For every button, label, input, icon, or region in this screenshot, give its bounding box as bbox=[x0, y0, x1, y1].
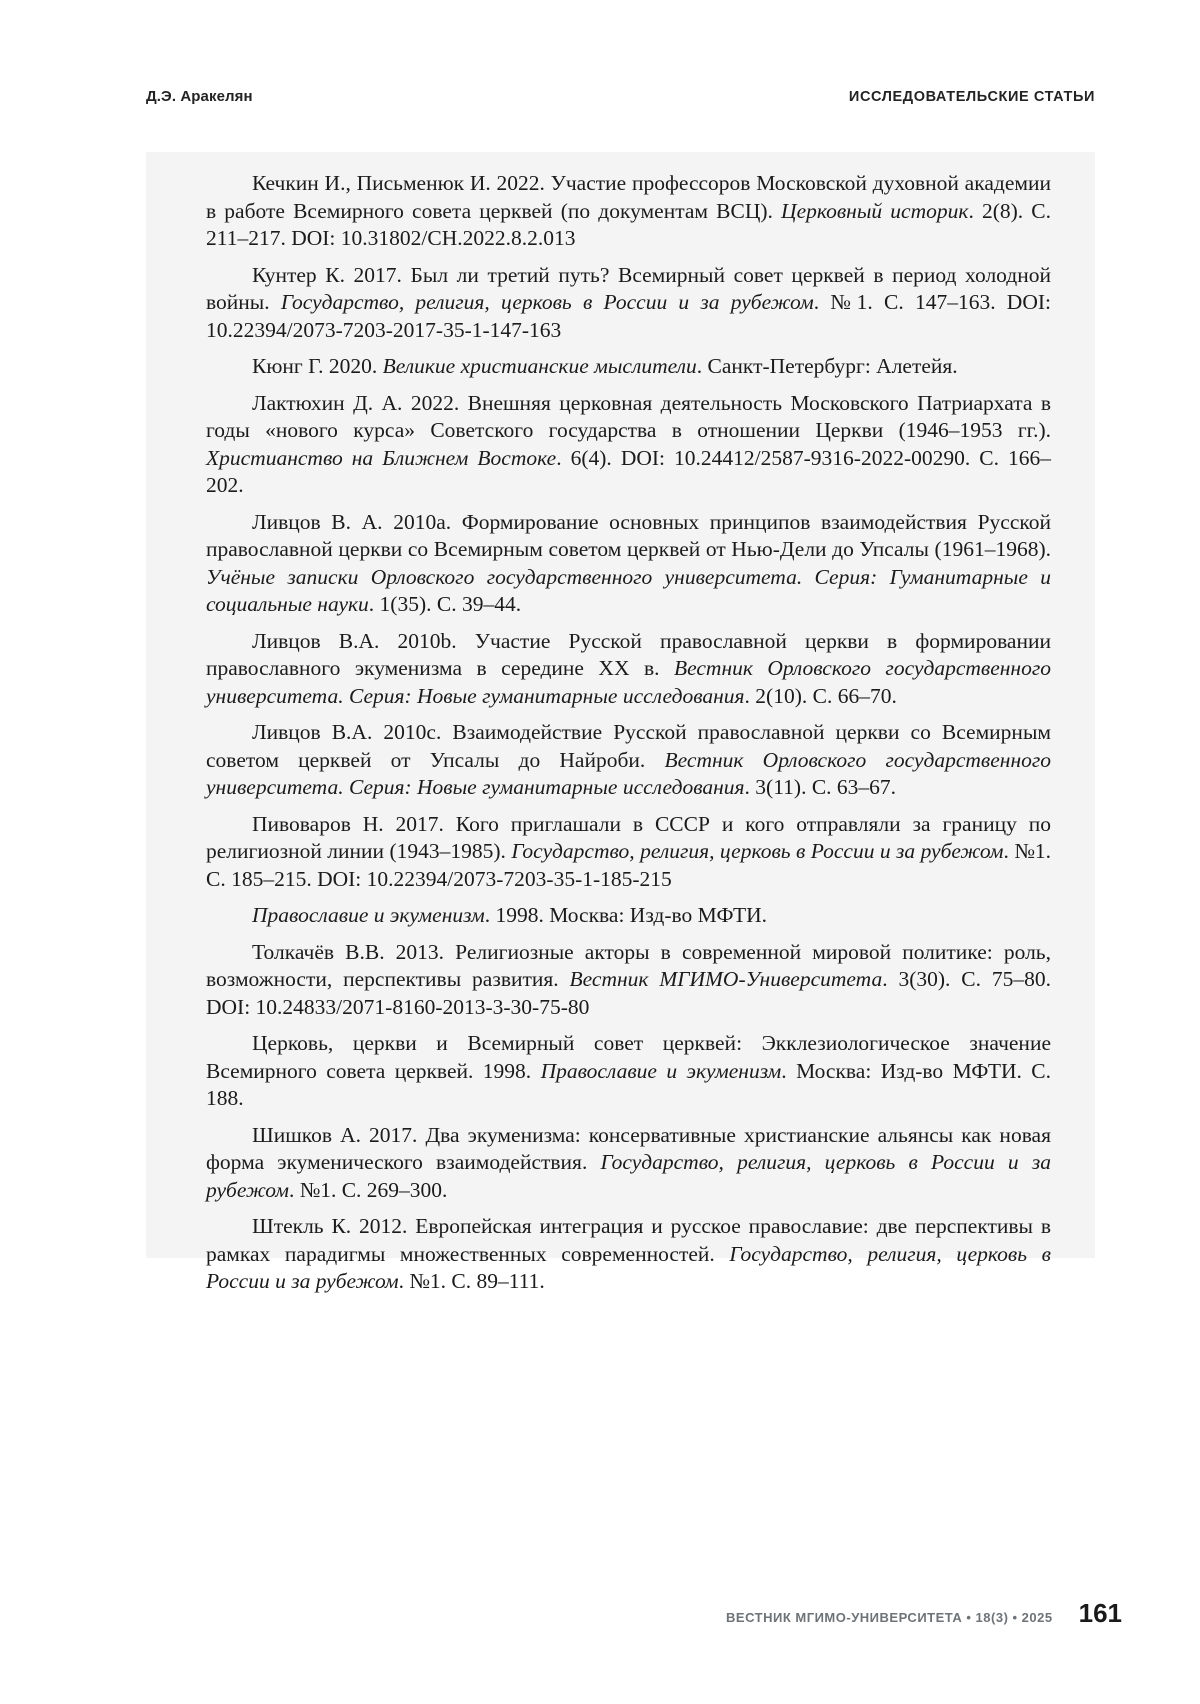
reference-source-title: Государство, религия, церковь в России и за рубежом bbox=[206, 1241, 1051, 1293]
reference-text: . 1998. Москва: Изд-во МФТИ. bbox=[484, 903, 767, 927]
reference-text: . №1. С. 89–111. bbox=[398, 1269, 545, 1293]
reference-source-title: Государство, религия, церковь в России и за рубежом bbox=[206, 1150, 1051, 1202]
reference-text: . Санкт-Петербург: Алетейя. bbox=[696, 354, 958, 378]
running-header bbox=[146, 88, 1095, 105]
reference-entry bbox=[206, 1030, 1051, 1113]
reference-source-title: Вестник МГИМО-Университета bbox=[569, 967, 883, 991]
reference-text: Толкачёв В.В. 2013. Религиозные акторы в современной мировой политике: роль, возможности, перспективы развития. bbox=[206, 939, 1051, 991]
reference-source-title: Церковный историк bbox=[781, 198, 969, 223]
reference-text: Кунтер К. 2017. Был ли третий путь? Всемирный совет церквей в период холодной войны. bbox=[206, 262, 1051, 314]
reference-text: . Москва: Изд-во МФТИ. С. 188. bbox=[206, 1058, 1052, 1110]
journal-issue-line: ВЕСТНИК МГИМО-УНИВЕРСИТЕТА • 18(3) • 2025 bbox=[726, 1610, 1053, 1625]
reference-entry bbox=[206, 262, 1051, 345]
reference-entry bbox=[206, 170, 1051, 253]
reference-entry bbox=[206, 811, 1051, 894]
reference-entry bbox=[206, 353, 1051, 381]
reference-source-title: Государство, религия, церковь в России и за рубежом bbox=[280, 290, 814, 314]
reference-source-title: Христианство на Ближнем Востоке bbox=[206, 445, 557, 470]
reference-text: Церковь, церкви и Всемирный совет церквей: Экклезиологическое значение Всемирного совета церквей. 1998. bbox=[206, 1031, 1051, 1083]
reference-entry bbox=[206, 939, 1051, 1022]
reference-text: Ливцов В. А. 2010a. Формирование основных принципов взаимодействия Русской православной церкви со Всемирным советом церквей от Нью-Дели до Упсалы (1961–1968). bbox=[206, 509, 1051, 561]
reference-entry bbox=[206, 902, 1051, 930]
reference-text: Шишков А. 2017. Два экуменизма: консервативные христианские альянсы как новая форма экуменического взаимодействия. bbox=[206, 1122, 1051, 1174]
reference-text: . №1. С. 147–163. DOI: 10.22394/2073-7203-2017-35-1-147-163 bbox=[206, 290, 1051, 342]
reference-text: Ливцов В.А. 2010c. Взаимодействие Русской православной церкви со Всемирным советом церквей от Упсалы до Найроби. bbox=[206, 720, 1051, 772]
reference-text: . 2(8). С. 211–217. DOI: 10.31802/CH.2022.8.2.013 bbox=[206, 198, 1052, 250]
reference-text: . 2(10). С. 66–70. bbox=[744, 683, 897, 708]
reference-source-title: Вестник Орловского государственного университета. Серия: Новые гуманитарные исследования bbox=[206, 747, 1051, 799]
reference-text: Штекль К. 2012. Европейская интеграция и русское православие: две перспективы в рамках парадигмы множественных современностей. bbox=[206, 1214, 1051, 1266]
author-name: Д.Э. Аракелян bbox=[146, 88, 253, 105]
reference-text: Пивоваров Н. 2017. Кого приглашали в СССР и кого отправляли за границу по религиозной линии (1943–1985). bbox=[206, 811, 1051, 863]
reference-text: Кюнг Г. 2020. bbox=[252, 354, 383, 378]
reference-source-title: Государство, религия, церковь в России и за рубежом bbox=[511, 839, 1004, 863]
reference-text: Кечкин И., Письменюк И. 2022. Участие профессоров Московской духовной академии в работе Всемирного совета церквей (по документам ВСЦ). bbox=[206, 171, 1051, 223]
running-footer bbox=[726, 1598, 1122, 1629]
references-panel bbox=[146, 152, 1095, 1293]
references-list bbox=[206, 170, 1051, 1296]
reference-entry bbox=[206, 1213, 1051, 1296]
reference-source-title: Великие христианские мыслители bbox=[382, 354, 697, 378]
reference-text: . 3(30). С. 75–80. DOI: 10.24833/2071-8160-2013-3-30-75-80 bbox=[206, 967, 1051, 1019]
reference-text: . №1. С. 185–215. DOI: 10.22394/2073-7203-35-1-185-215 bbox=[206, 839, 1052, 891]
reference-text: . 3(11). С. 63–67. bbox=[744, 775, 897, 799]
reference-entry bbox=[206, 509, 1051, 619]
page-number: 161 bbox=[1078, 1598, 1122, 1628]
reference-text: Ливцов В.А. 2010b. Участие Русской православной церкви в формировании православного экуменизма в середине XX в. bbox=[206, 628, 1051, 680]
reference-text: . 1(35). С. 39–44. bbox=[368, 592, 522, 616]
reference-text: . 6(4). DOI: 10.24412/2587-9316-2022-00290. С. 166–202. bbox=[206, 445, 1051, 497]
reference-entry bbox=[206, 719, 1051, 802]
reference-text: Лактюхин Д. А. 2022. Внешняя церковная деятельность Московского Патриархата в годы «нового курса» Советского государства в отношении Церкви (1946–1953 гг.). bbox=[206, 390, 1051, 442]
reference-entry bbox=[206, 628, 1051, 711]
reference-source-title: Православие и экуменизм bbox=[252, 903, 485, 927]
reference-entry bbox=[206, 390, 1051, 500]
reference-source-title: Православие и экуменизм bbox=[540, 1058, 782, 1083]
reference-source-title: Вестник Орловского государственного университета. Серия: Новые гуманитарные исследования bbox=[206, 656, 1051, 708]
reference-text: . №1. С. 269–300. bbox=[288, 1177, 448, 1202]
reference-entry bbox=[206, 1122, 1051, 1205]
reference-source-title: Учёные записки Орловского государственного университета. Серия: Гуманитарные и социальные науки bbox=[206, 564, 1051, 616]
section-title: ИССЛЕДОВАТЕЛЬСКИЕ СТАТЬИ bbox=[848, 89, 1095, 105]
